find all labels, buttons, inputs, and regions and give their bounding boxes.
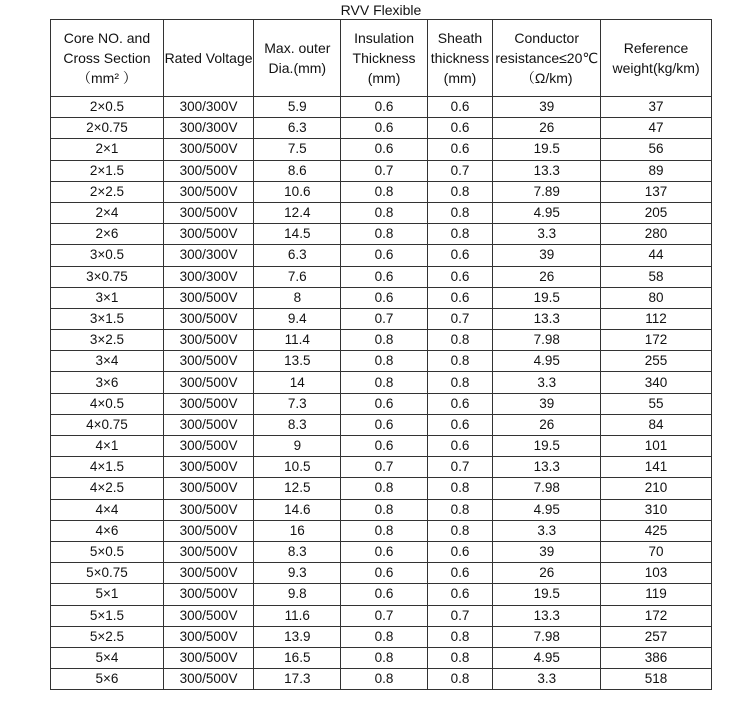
table-title: RVV Flexible <box>340 2 422 18</box>
cell-conductor-resistance: 19.5 <box>493 436 601 457</box>
cell-core-section: 3×6 <box>51 372 164 393</box>
cell-reference-weight: 205 <box>601 202 712 223</box>
cell-conductor-resistance: 4.95 <box>493 499 601 520</box>
cell-conductor-resistance: 4.95 <box>493 202 601 223</box>
cell-rated-voltage: 300/500V <box>163 520 253 541</box>
cell-max-outer-dia: 10.5 <box>254 457 341 478</box>
cell-conductor-resistance: 26 <box>493 563 601 584</box>
cell-max-outer-dia: 7.5 <box>254 139 341 160</box>
cell-insulation-thickness: 0.6 <box>341 118 427 139</box>
cell-insulation-thickness: 0.7 <box>341 605 427 626</box>
cell-reference-weight: 518 <box>601 669 712 690</box>
header-conductor-resistance: Conductor resistance≤20℃（Ω/km) <box>493 20 601 97</box>
cell-core-section: 5×1.5 <box>51 605 164 626</box>
cell-conductor-resistance: 26 <box>493 266 601 287</box>
cell-insulation-thickness: 0.6 <box>341 97 427 118</box>
cell-core-section: 2×1.5 <box>51 160 164 181</box>
cell-insulation-thickness: 0.7 <box>341 160 427 181</box>
cell-conductor-resistance: 7.98 <box>493 330 601 351</box>
header-insulation-thickness: Insulation Thickness (mm) <box>341 20 427 97</box>
cell-insulation-thickness: 0.8 <box>341 520 427 541</box>
cell-reference-weight: 340 <box>601 372 712 393</box>
cell-conductor-resistance: 13.3 <box>493 605 601 626</box>
cell-sheath-thickness: 0.6 <box>427 139 493 160</box>
cell-reference-weight: 310 <box>601 499 712 520</box>
cell-sheath-thickness: 0.6 <box>427 97 493 118</box>
cell-max-outer-dia: 7.3 <box>254 393 341 414</box>
cell-sheath-thickness: 0.8 <box>427 224 493 245</box>
cell-rated-voltage: 300/500V <box>163 478 253 499</box>
cell-sheath-thickness: 0.6 <box>427 118 493 139</box>
cell-rated-voltage: 300/500V <box>163 393 253 414</box>
cell-reference-weight: 172 <box>601 605 712 626</box>
cell-core-section: 4×0.75 <box>51 414 164 435</box>
cell-rated-voltage: 300/500V <box>163 351 253 372</box>
cell-core-section: 3×4 <box>51 351 164 372</box>
cell-rated-voltage: 300/500V <box>163 330 253 351</box>
cell-rated-voltage: 300/500V <box>163 436 253 457</box>
cell-sheath-thickness: 0.7 <box>427 457 493 478</box>
cell-reference-weight: 112 <box>601 308 712 329</box>
header-sheath-thickness: Sheath thickness (mm) <box>427 20 493 97</box>
cell-max-outer-dia: 6.3 <box>254 245 341 266</box>
cell-max-outer-dia: 6.3 <box>254 118 341 139</box>
cell-insulation-thickness: 0.8 <box>341 372 427 393</box>
cell-core-section: 2×0.5 <box>51 97 164 118</box>
cell-insulation-thickness: 0.7 <box>341 308 427 329</box>
cell-core-section: 4×0.5 <box>51 393 164 414</box>
cell-insulation-thickness: 0.6 <box>341 414 427 435</box>
cell-core-section: 2×1 <box>51 139 164 160</box>
table-row <box>51 202 712 223</box>
cell-sheath-thickness: 0.8 <box>427 372 493 393</box>
cell-conductor-resistance: 39 <box>493 97 601 118</box>
table-row <box>51 245 712 266</box>
cell-max-outer-dia: 14 <box>254 372 341 393</box>
cell-insulation-thickness: 0.8 <box>341 351 427 372</box>
cell-sheath-thickness: 0.7 <box>427 308 493 329</box>
cell-max-outer-dia: 7.6 <box>254 266 341 287</box>
cell-max-outer-dia: 9 <box>254 436 341 457</box>
table-row <box>51 372 712 393</box>
cell-core-section: 4×4 <box>51 499 164 520</box>
cell-rated-voltage: 300/300V <box>163 97 253 118</box>
cell-max-outer-dia: 5.9 <box>254 97 341 118</box>
cell-reference-weight: 119 <box>601 584 712 605</box>
cell-rated-voltage: 300/500V <box>163 139 253 160</box>
cell-reference-weight: 37 <box>601 97 712 118</box>
cell-max-outer-dia: 13.5 <box>254 351 341 372</box>
cell-rated-voltage: 300/500V <box>163 669 253 690</box>
table-row <box>51 626 712 647</box>
cell-max-outer-dia: 16 <box>254 520 341 541</box>
table-row <box>51 563 712 584</box>
cell-sheath-thickness: 0.6 <box>427 563 493 584</box>
table-row <box>51 584 712 605</box>
cell-rated-voltage: 300/500V <box>163 457 253 478</box>
cell-insulation-thickness: 0.8 <box>341 224 427 245</box>
cell-insulation-thickness: 0.6 <box>341 393 427 414</box>
cell-insulation-thickness: 0.6 <box>341 563 427 584</box>
cell-core-section: 4×2.5 <box>51 478 164 499</box>
cell-reference-weight: 280 <box>601 224 712 245</box>
cell-rated-voltage: 300/500V <box>163 202 253 223</box>
cell-core-section: 2×0.75 <box>51 118 164 139</box>
cell-reference-weight: 80 <box>601 287 712 308</box>
cell-insulation-thickness: 0.8 <box>341 626 427 647</box>
cell-sheath-thickness: 0.8 <box>427 478 493 499</box>
cell-conductor-resistance: 13.3 <box>493 308 601 329</box>
cell-core-section: 2×4 <box>51 202 164 223</box>
cell-insulation-thickness: 0.8 <box>341 647 427 668</box>
cell-rated-voltage: 300/300V <box>163 245 253 266</box>
cell-core-section: 3×0.75 <box>51 266 164 287</box>
cell-sheath-thickness: 0.7 <box>427 160 493 181</box>
cell-sheath-thickness: 0.6 <box>427 287 493 308</box>
header-rated-voltage: Rated Voltage <box>163 20 253 97</box>
cell-rated-voltage: 300/500V <box>163 541 253 562</box>
cell-conductor-resistance: 19.5 <box>493 287 601 308</box>
cell-conductor-resistance: 13.3 <box>493 457 601 478</box>
cell-core-section: 5×6 <box>51 669 164 690</box>
cell-conductor-resistance: 13.3 <box>493 160 601 181</box>
cell-insulation-thickness: 0.8 <box>341 669 427 690</box>
cell-max-outer-dia: 8.3 <box>254 541 341 562</box>
table-row <box>51 308 712 329</box>
cell-rated-voltage: 300/500V <box>163 563 253 584</box>
table-row <box>51 520 712 541</box>
cell-conductor-resistance: 26 <box>493 414 601 435</box>
table-row <box>51 393 712 414</box>
cell-rated-voltage: 300/500V <box>163 584 253 605</box>
cell-core-section: 5×2.5 <box>51 626 164 647</box>
cell-reference-weight: 58 <box>601 266 712 287</box>
cell-max-outer-dia: 11.6 <box>254 605 341 626</box>
cell-insulation-thickness: 0.8 <box>341 499 427 520</box>
table-row <box>51 605 712 626</box>
cell-rated-voltage: 300/500V <box>163 414 253 435</box>
cell-rated-voltage: 300/500V <box>163 181 253 202</box>
cell-conductor-resistance: 7.98 <box>493 478 601 499</box>
table-row <box>51 139 712 160</box>
cell-core-section: 5×1 <box>51 584 164 605</box>
cell-sheath-thickness: 0.8 <box>427 669 493 690</box>
table-row <box>51 224 712 245</box>
table-row <box>51 330 712 351</box>
cell-reference-weight: 56 <box>601 139 712 160</box>
cell-max-outer-dia: 12.5 <box>254 478 341 499</box>
cell-max-outer-dia: 14.5 <box>254 224 341 245</box>
cell-sheath-thickness: 0.8 <box>427 351 493 372</box>
cell-rated-voltage: 300/500V <box>163 287 253 308</box>
cell-max-outer-dia: 8.3 <box>254 414 341 435</box>
table-row <box>51 160 712 181</box>
table-row <box>51 118 712 139</box>
cell-insulation-thickness: 0.6 <box>341 245 427 266</box>
cable-spec-table <box>50 19 712 690</box>
cell-conductor-resistance: 3.3 <box>493 520 601 541</box>
cell-conductor-resistance: 3.3 <box>493 372 601 393</box>
cell-reference-weight: 47 <box>601 118 712 139</box>
cell-reference-weight: 210 <box>601 478 712 499</box>
cell-conductor-resistance: 19.5 <box>493 139 601 160</box>
cell-sheath-thickness: 0.6 <box>427 584 493 605</box>
cell-rated-voltage: 300/500V <box>163 308 253 329</box>
cell-conductor-resistance: 39 <box>493 245 601 266</box>
cell-insulation-thickness: 0.8 <box>341 330 427 351</box>
table-row <box>51 541 712 562</box>
cell-reference-weight: 55 <box>601 393 712 414</box>
cell-sheath-thickness: 0.8 <box>427 181 493 202</box>
table-row <box>51 414 712 435</box>
header-max-outer-dia: Max. outer Dia.(mm) <box>254 20 341 97</box>
cell-max-outer-dia: 10.6 <box>254 181 341 202</box>
table-row <box>51 457 712 478</box>
table-row <box>51 266 712 287</box>
cell-conductor-resistance: 4.95 <box>493 351 601 372</box>
cell-max-outer-dia: 8.6 <box>254 160 341 181</box>
cell-insulation-thickness: 0.6 <box>341 584 427 605</box>
cell-sheath-thickness: 0.8 <box>427 499 493 520</box>
cell-insulation-thickness: 0.6 <box>341 139 427 160</box>
cell-conductor-resistance: 4.95 <box>493 647 601 668</box>
cell-conductor-resistance: 3.3 <box>493 669 601 690</box>
header-core-cross-section: Core NO. and Cross Section（mm² ） <box>51 20 164 97</box>
table-row <box>51 647 712 668</box>
cell-rated-voltage: 300/500V <box>163 605 253 626</box>
table-row <box>51 669 712 690</box>
cell-reference-weight: 44 <box>601 245 712 266</box>
cell-reference-weight: 84 <box>601 414 712 435</box>
cell-insulation-thickness: 0.8 <box>341 478 427 499</box>
cell-conductor-resistance: 7.98 <box>493 626 601 647</box>
table-row <box>51 478 712 499</box>
cell-max-outer-dia: 9.4 <box>254 308 341 329</box>
cell-sheath-thickness: 0.8 <box>427 520 493 541</box>
cell-reference-weight: 386 <box>601 647 712 668</box>
cell-core-section: 3×0.5 <box>51 245 164 266</box>
cell-core-section: 3×1.5 <box>51 308 164 329</box>
cell-sheath-thickness: 0.6 <box>427 414 493 435</box>
cell-reference-weight: 257 <box>601 626 712 647</box>
cell-insulation-thickness: 0.6 <box>341 541 427 562</box>
cell-core-section: 2×6 <box>51 224 164 245</box>
table-row <box>51 351 712 372</box>
cell-sheath-thickness: 0.6 <box>427 245 493 266</box>
cell-max-outer-dia: 17.3 <box>254 669 341 690</box>
cell-reference-weight: 89 <box>601 160 712 181</box>
cell-reference-weight: 255 <box>601 351 712 372</box>
cell-max-outer-dia: 16.5 <box>254 647 341 668</box>
cell-sheath-thickness: 0.7 <box>427 605 493 626</box>
cell-sheath-thickness: 0.8 <box>427 647 493 668</box>
cell-insulation-thickness: 0.8 <box>341 202 427 223</box>
table-row <box>51 436 712 457</box>
cell-conductor-resistance: 39 <box>493 393 601 414</box>
cell-reference-weight: 103 <box>601 563 712 584</box>
cell-max-outer-dia: 13.9 <box>254 626 341 647</box>
cell-rated-voltage: 300/500V <box>163 499 253 520</box>
table-row <box>51 499 712 520</box>
cell-insulation-thickness: 0.6 <box>341 436 427 457</box>
cell-core-section: 4×1.5 <box>51 457 164 478</box>
cell-max-outer-dia: 9.3 <box>254 563 341 584</box>
table-row <box>51 181 712 202</box>
cell-max-outer-dia: 14.6 <box>254 499 341 520</box>
cell-reference-weight: 70 <box>601 541 712 562</box>
cell-insulation-thickness: 0.6 <box>341 287 427 308</box>
cell-reference-weight: 101 <box>601 436 712 457</box>
cell-conductor-resistance: 19.5 <box>493 584 601 605</box>
header-reference-weight: Reference weight(kg/km) <box>601 20 712 97</box>
table-body <box>51 97 712 690</box>
cell-rated-voltage: 300/500V <box>163 372 253 393</box>
cell-reference-weight: 172 <box>601 330 712 351</box>
header-row <box>51 20 712 97</box>
table-row <box>51 97 712 118</box>
cell-rated-voltage: 300/300V <box>163 118 253 139</box>
cell-core-section: 5×0.75 <box>51 563 164 584</box>
cell-conductor-resistance: 3.3 <box>493 224 601 245</box>
cell-max-outer-dia: 12.4 <box>254 202 341 223</box>
cell-sheath-thickness: 0.6 <box>427 266 493 287</box>
cell-core-section: 3×1 <box>51 287 164 308</box>
cell-insulation-thickness: 0.6 <box>341 266 427 287</box>
cell-sheath-thickness: 0.8 <box>427 330 493 351</box>
cell-core-section: 5×0.5 <box>51 541 164 562</box>
cell-reference-weight: 425 <box>601 520 712 541</box>
cell-reference-weight: 137 <box>601 181 712 202</box>
cell-rated-voltage: 300/500V <box>163 224 253 245</box>
cell-max-outer-dia: 9.8 <box>254 584 341 605</box>
cell-insulation-thickness: 0.7 <box>341 457 427 478</box>
cell-core-section: 3×2.5 <box>51 330 164 351</box>
cell-rated-voltage: 300/300V <box>163 266 253 287</box>
cell-core-section: 5×4 <box>51 647 164 668</box>
cell-core-section: 2×2.5 <box>51 181 164 202</box>
cell-sheath-thickness: 0.6 <box>427 541 493 562</box>
cell-conductor-resistance: 26 <box>493 118 601 139</box>
cell-reference-weight: 141 <box>601 457 712 478</box>
cell-max-outer-dia: 11.4 <box>254 330 341 351</box>
cell-max-outer-dia: 8 <box>254 287 341 308</box>
cell-core-section: 4×6 <box>51 520 164 541</box>
cell-sheath-thickness: 0.8 <box>427 202 493 223</box>
cell-rated-voltage: 300/500V <box>163 626 253 647</box>
cell-sheath-thickness: 0.8 <box>427 626 493 647</box>
cell-core-section: 4×1 <box>51 436 164 457</box>
cell-insulation-thickness: 0.8 <box>341 181 427 202</box>
cell-rated-voltage: 300/500V <box>163 647 253 668</box>
cell-rated-voltage: 300/500V <box>163 160 253 181</box>
cell-sheath-thickness: 0.6 <box>427 436 493 457</box>
cell-conductor-resistance: 39 <box>493 541 601 562</box>
cell-sheath-thickness: 0.6 <box>427 393 493 414</box>
table-row <box>51 287 712 308</box>
cell-conductor-resistance: 7.89 <box>493 181 601 202</box>
